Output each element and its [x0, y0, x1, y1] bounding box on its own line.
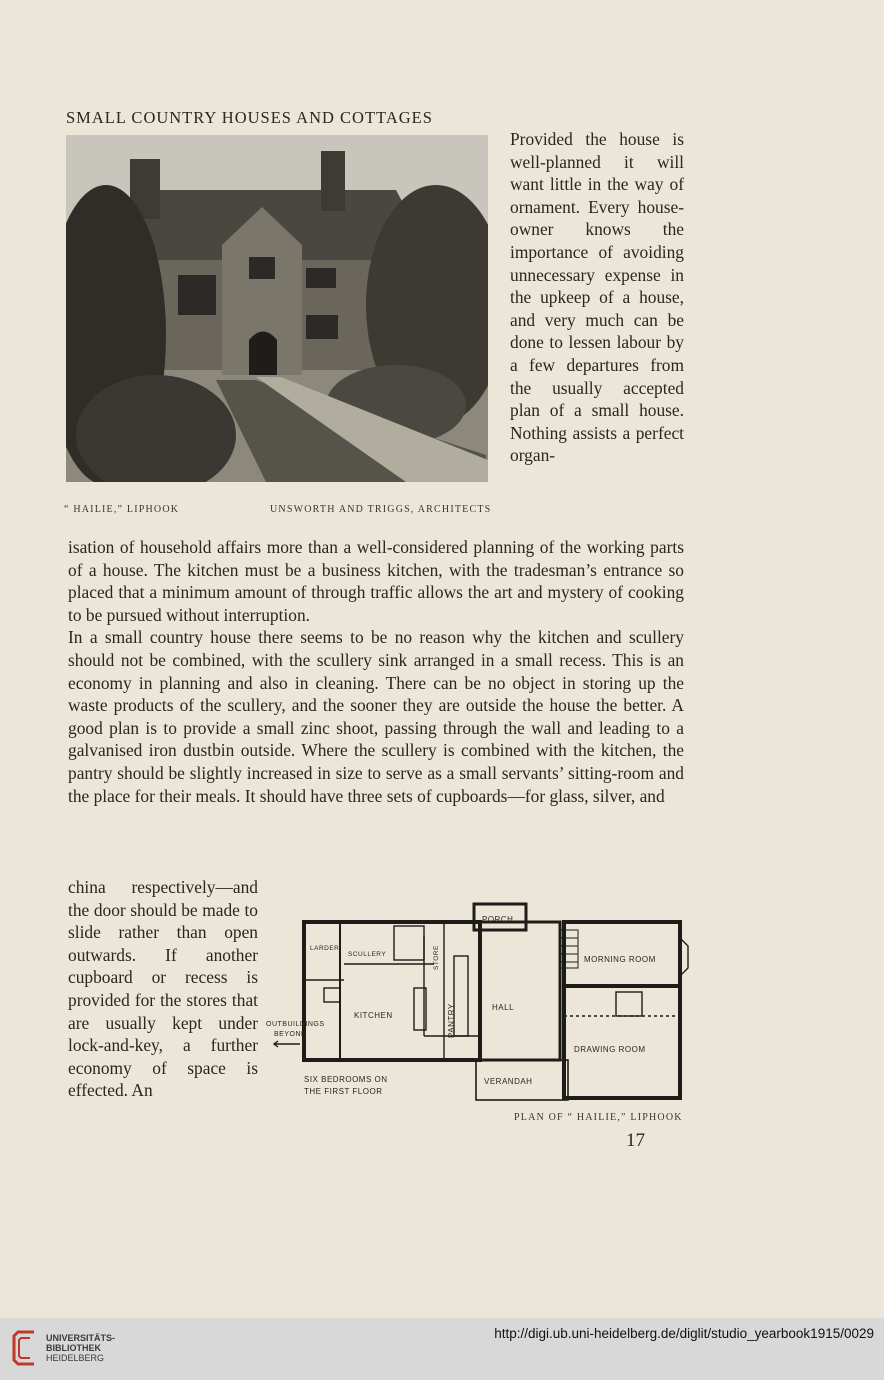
paragraph-scullery: In a small country house there seems to be no reason why the kitchen and scullery should not be combined, with the scullery sink arranged in a small recess. This is an economy in planning and also in cleaning. There can be no object in storing up the waste products of the scullery, and the sooner they are outside the house the better. A good plan is to provide a small zinc shoot, passing through the wall and leading to a galvanised iron dustbin outside. Where the scullery is combined with the kitchen, the pantry should be slightly increased in size to serve as a small servants’ sitting-room and the place for their meals. It should have three sets of cupboards—for glass, silver, and — [68, 627, 684, 806]
footer-bar — [0, 1318, 884, 1380]
plan-label-hall: HALL — [492, 1003, 515, 1012]
plan-caption: PLAN OF “ HAILIE,” LIPHOOK — [514, 1112, 683, 1123]
library-logo-icon — [10, 1328, 40, 1368]
floor-plan-drawing — [264, 896, 694, 1108]
paragraph-kitchen: isation of household affairs more than a well-considered planning of the working parts of a house. The kitchen must be a business kitchen, with the tradesman’s entrance so placed that a minimum amount of through traffic allows the art and mystery of cooking to be pursued without interruption. — [68, 537, 684, 625]
plan-label-porch: PORCH — [482, 915, 514, 924]
body-text-left-column: china respectively—and the door should be made to slide rather than open outwards. If another cupboard or recess is provided for the stores that are usually kept under lock-and-key, a further economy of space is effected. An — [68, 877, 258, 1101]
page-number: 17 — [626, 1130, 645, 1151]
plan-label-morning-room: MORNING ROOM — [584, 955, 656, 964]
plan-label-drawing-room: DRAWING ROOM — [574, 1045, 646, 1054]
plan-label-outbuildings: OUTBUILDINGS — [266, 1021, 325, 1028]
house-photo — [66, 135, 488, 482]
plan-label-larder: LARDER — [310, 945, 340, 952]
plan-label-store: STORE — [433, 945, 440, 970]
logo-text-line1: UNIVERSITÄTS- — [46, 1333, 116, 1343]
photo-caption-location: “ HAILIE,” LIPHOOK — [64, 504, 180, 515]
plan-label-scullery: SCULLERY — [348, 951, 387, 958]
plan-label-bedrooms-line1: SIX BEDROOMS ON — [304, 1075, 388, 1084]
house-photo-illustration — [66, 135, 488, 482]
source-url-link[interactable]: http://digi.ub.uni-heidelberg.de/diglit/studio_yearbook1915/0029 — [494, 1326, 874, 1341]
photo-caption-architects: UNSWORTH AND TRIGGS, ARCHITECTS — [270, 504, 492, 515]
logo-text-line3: HEIDELBERG — [46, 1353, 105, 1363]
plan-label-beyond: BEYOND — [274, 1031, 307, 1038]
body-text-right-column: Provided the house is well-planned it will want little in the way of ornament. Every house-owner knows the importance of avoiding unnecessary expense in the upkeep of a house, and very much can be done to lessen labour by a few departures from the usually accepted plan of a small house. Nothing assists a perfect organ- — [510, 129, 684, 466]
page-header: SMALL COUNTRY HOUSES AND COTTAGES — [66, 108, 433, 127]
plan-label-pantry: PANTRY — [447, 1003, 456, 1038]
floor-plan — [264, 896, 694, 1108]
plan-label-bedrooms-line2: THE FIRST FLOOR — [304, 1087, 383, 1096]
logo-text-line2: BIBLIOTHEK — [46, 1343, 101, 1353]
plan-label-verandah: VERANDAH — [484, 1077, 533, 1086]
body-text-full-width — [68, 536, 684, 807]
plan-label-kitchen: KITCHEN — [354, 1011, 393, 1020]
